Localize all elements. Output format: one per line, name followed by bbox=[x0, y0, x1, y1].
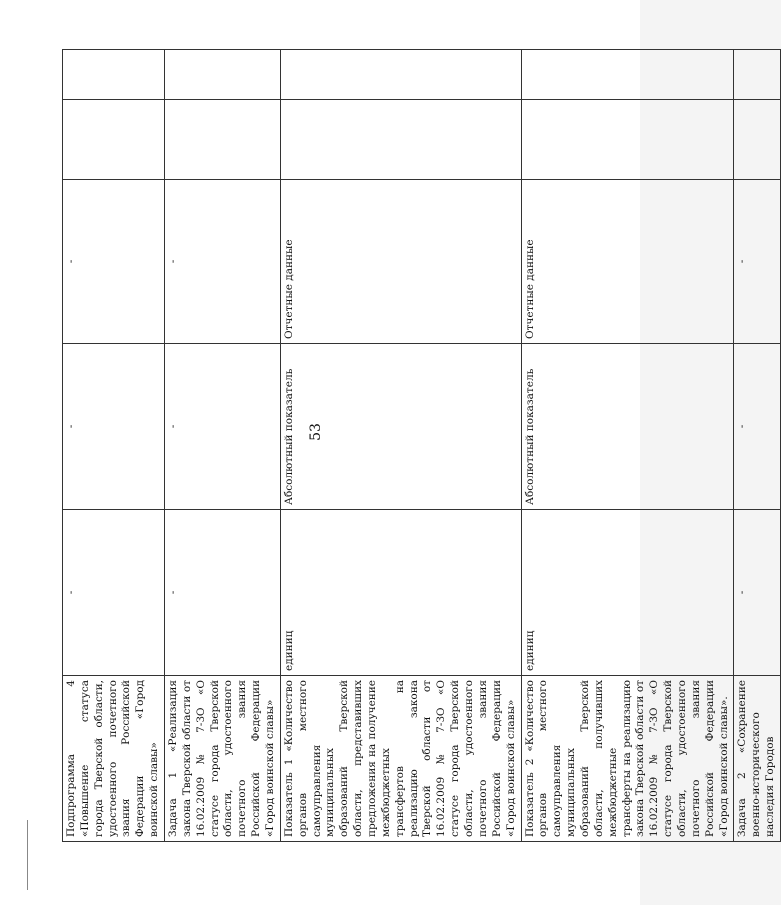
row-name-cell: Подпрограмма 4 «Повышение статуса города Тверской области, удостоенного почетного звания Российской Федерации «Город воинской славы» bbox=[63, 676, 165, 842]
row-col6-cell bbox=[63, 50, 165, 100]
row-source-cell: Отчетные данные bbox=[280, 180, 521, 344]
row-unit-cell: - bbox=[63, 510, 165, 676]
row-method-cell: Абсолютный показатель bbox=[280, 344, 521, 510]
row-col5-cell bbox=[734, 100, 781, 180]
row-col6-cell bbox=[280, 50, 521, 100]
row-name-cell: Задача 1 «Реализация закона Тверской области от 16.02.2009 № 7-ЗО «О статусе города Тверской области, удостоенного почетного звания Российской Федерации «Город воинской славы» bbox=[165, 676, 281, 842]
row-name-cell: Показатель 1 «Количество органов местного самоуправления муниципальных образований Тверской области, представивших предложения на получение межбюджетных трансфертов на реализацию закона Тверской области от 16.02.2009 № 7-ЗО «О статусе города Тверской области, удостоенного почетного звания Российской Федерации «Город воинской славы» bbox=[280, 676, 521, 842]
row-method-cell: - bbox=[165, 344, 281, 510]
table-row bbox=[165, 50, 281, 842]
row-name-cell: Задача 2 «Сохранение военно-исторического наследия Городов bbox=[734, 676, 781, 842]
row-unit-cell: - bbox=[734, 510, 781, 676]
indicators-table bbox=[62, 49, 781, 842]
page-number: 53 bbox=[308, 423, 324, 441]
row-source-cell: - bbox=[165, 180, 281, 344]
row-col5-cell bbox=[280, 100, 521, 180]
row-unit-cell: единиц bbox=[280, 510, 521, 676]
row-name-cell: Показатель 2 «Количество органов местного самоуправления муниципальных образований Тверской области, получивших межбюджетные трансферты на реализацию закона Тверской области от 16.02.2009 № 7-ЗО «О статусе города Тверской области, удостоенного почетного звания Российской Федерации «Город воинской славы». bbox=[521, 676, 734, 842]
row-unit-cell: - bbox=[165, 510, 281, 676]
row-col6-cell bbox=[165, 50, 281, 100]
row-method-cell: - bbox=[734, 344, 781, 510]
table-row bbox=[63, 50, 165, 842]
row-col5-cell bbox=[63, 100, 165, 180]
row-source-cell: - bbox=[63, 180, 165, 344]
row-col5-cell bbox=[521, 100, 734, 180]
rotated-table-container bbox=[62, 50, 777, 842]
table-row bbox=[734, 50, 781, 842]
scan-edge-mark bbox=[27, 820, 28, 890]
table-row bbox=[280, 50, 521, 842]
row-method-cell: Абсолютный показатель bbox=[521, 344, 734, 510]
row-col6-cell bbox=[734, 50, 781, 100]
row-source-cell: Отчетные данные bbox=[521, 180, 734, 344]
row-method-cell: - bbox=[63, 344, 165, 510]
row-source-cell: - bbox=[734, 180, 781, 344]
row-unit-cell: единиц bbox=[521, 510, 734, 676]
table-row bbox=[521, 50, 734, 842]
row-col5-cell bbox=[165, 100, 281, 180]
row-col6-cell bbox=[521, 50, 734, 100]
